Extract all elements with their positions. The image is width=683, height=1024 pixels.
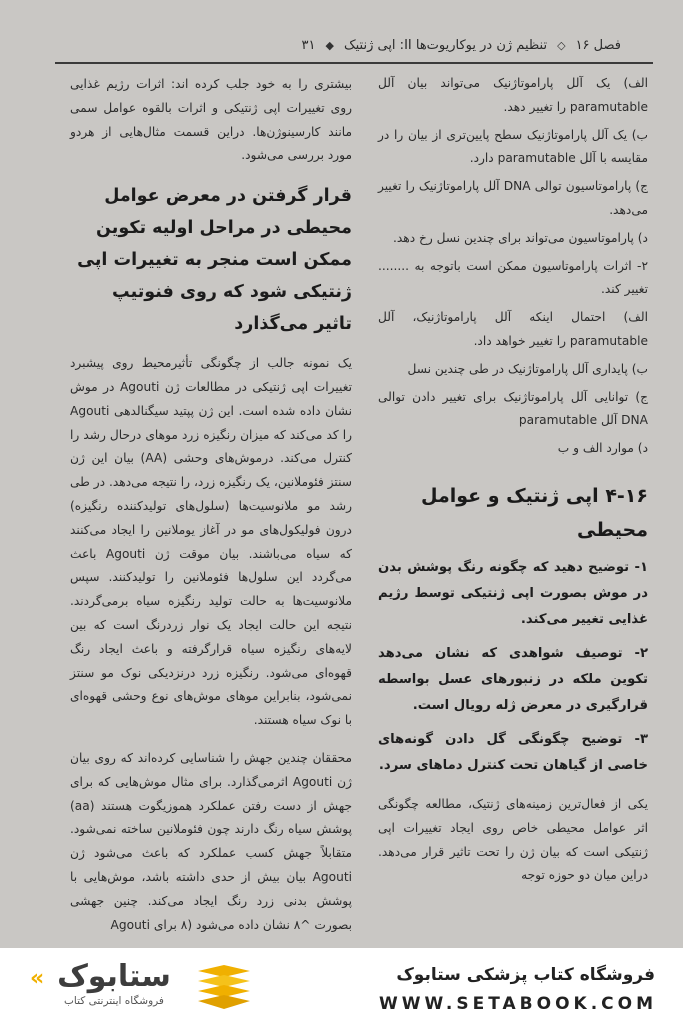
store-logo[interactable] [44, 960, 184, 1008]
option-2d: د) موارد الف و ب [557, 441, 648, 456]
logo-brand: ستابوک [57, 959, 171, 994]
book-stack-icon [194, 963, 254, 1013]
question-2: ۲- اثرات پاراموتاسیون ممکن است باتوجه به ........ تغییر کند. [378, 258, 648, 297]
objective-2: ۲- توصیف شواهدی که نشان می‌دهد تکوین ملکه در زنبورهای عسل بواسطه قرارگیری در معرض ژله رویال است. [378, 645, 648, 713]
section-title: ۴-۱۶ اپی ژنتیک و عوامل محیطی [421, 484, 648, 541]
closing-paragraph: یکی از فعال‌ترین زمینه‌های ژنتیک، مطالعه چگونگی اثر عوامل محیطی خاص روی ایجاد تغییرات اپی ژنتیکی است که بیان ژن را تحت تاثیر قرار می‌دهد. دراین میان دو حوزه توجه [378, 796, 648, 883]
logo-tagline: فروشگاه اینترنتی کتاب [64, 995, 164, 1007]
right-column [378, 72, 648, 892]
store-url[interactable]: WWW.SETABOOK.COM [379, 994, 657, 1014]
diamond-separator-icon: ◇ [557, 38, 566, 52]
intro-paragraph: بیشتری را به خود جلب کرده اند: اثرات رژیم غذایی روی تغییرات اپی ژنتیکی و اثرات بالقوه عوامل سمی مانند کارسینوژن‌ها. دراین قسمت مثال‌هایی از هردو مورد بررسی می‌شود. [70, 77, 352, 163]
body-paragraph: یک نمونه جالب از چگونگی تأثیرمحیط روی پیشبرد تغییرات اپی ژنتیکی در مطالعات ژن Agouti در موش نشان داده شده است. این ژن پپتید سیگنالدهی Agouti را کد می‌کند که میزان رنگیزه زرد موهای درحال رشد را کنترل می‌کند. درموش‌های وحشی (AA) بیان این ژن سنتز فئوملانین، یک رنگیزه زرد، را نتیجه می‌دهد. در طی رشد مو ملانوسیت‌ها (سلول‌های تولیدکننده رنگیزه) درون فولیکول‌های مو در آغاز یوملانین را ایجاد می‌کنند که سیاه می‌باشند. بیان موقت ژن Agouti باعث می‌گردد این سلول‌ها فئوملانین را تولیدکنند. سپس ملانوسیت‌ها به حالت تولید رنگیزه سیاه برمی‌گردند. نتیجه این حالت ایجاد یک نوار زردرنگ است که بین لایه‌های رنگیزه سیاه قرارگرفته و باعث ایجاد رنگ قهوه‌ای می‌شود. رنگیزه زرد درنزدیکی نوک مو سنتز نمی‌شود، بنابراین موهای موش‌های نوع وحشی قهوه‌ای با نوک سیاه هستند. [70, 356, 352, 728]
option-2a: الف) احتمال اینکه آلل پاراموتاژنیک، آلل paramutable را تغییر خواهد داد. [378, 310, 648, 348]
option-1c: ج) پاراموتاسیون توالی DNA آلل پاراموتاژنیک را تغییر می‌دهد. [378, 179, 648, 217]
option-2b: ب) پایداری آلل پاراموتاژنیک در طی چندین نسل [407, 361, 648, 376]
running-head [60, 34, 621, 56]
option-1a: الف) یک آلل پاراموتاژنیک می‌تواند بیان آلل paramutable را تغییر دهد. [378, 76, 648, 114]
objective-3: ۳- توضیح چگونگی گل دادن گونه‌های خاصی از گیاهان تحت کنترل دماهای سرد. [378, 731, 648, 773]
chapter-title: تنظیم ژن در یوکاریوت‌ها II: اپی ژنتیک [343, 37, 548, 53]
option-2c: ج) توانایی آلل پاراموتاژنیک برای تغییر دادن توالی DNA آلل paramutable [378, 389, 648, 428]
objective-1: ۱- توضیح دهید که چگونه رنگ پوشش بدن در موش بصورت اپی ژنتیکی توسط رژیم غذایی تغییر می‌کند. [378, 559, 648, 627]
header-rule [55, 62, 653, 64]
left-column [70, 73, 352, 937]
store-name: فروشگاه کتاب پزشکی ستابوک [396, 965, 655, 985]
chapter-label: فصل ۱۶ [575, 37, 621, 53]
body-paragraph-2: محققان چندین جهش را شناسایی کرده‌اند که روی بیان ژن Agouti اثرمی‌گذارد. برای مثال موش‌هایی که برای جهش از دست رفتن عملکرد هموزیگوت هستند (aa) پوشش سیاه رنگ دارند چون فئوملانین ساخته نمی‌شود. متقابلاً جهش کسب عملکرد که باعث می‌شود ژن Agouti بیان بیش از حدی داشته باشد، موش‌هایی با پوشش بدنی زرد رنگ ایجاد می‌کند. چنین جهشی بصورت ^۸ نشان داده می‌شود (۸ برای Agouti [70, 750, 352, 932]
diamond-bullet-icon: ◆ [325, 38, 334, 52]
double-chevron-icon: « [30, 966, 45, 991]
page-number: ۳۱ [301, 37, 316, 53]
subheading: قرار گرفتن در معرض عوامل محیطی در مراحل اولیه تکوین ممکن است منجر به تغییرات اپی ژنتیکی شود که روی فنوتیپ تاثیر می‌گذارد [77, 186, 352, 335]
option-1b: ب) یک آلل پاراموتاژنیک سطح پایین‌تری از بیان را در مقایسه با آلل paramutable دارد. [378, 127, 648, 166]
option-1d: د) پاراموتاسیون می‌تواند برای چندین نسل رخ دهد. [393, 230, 648, 245]
